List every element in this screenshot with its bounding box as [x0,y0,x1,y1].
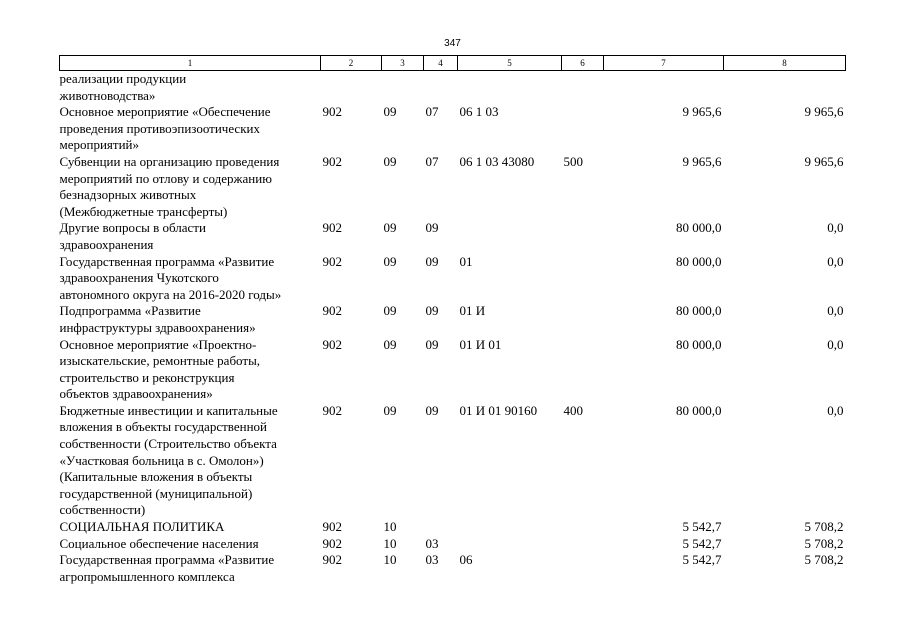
code-expense-type [562,220,604,253]
amount-col-7: 80 000,0 [676,402,722,418]
code-expense-type [562,337,604,403]
code-section: 09 [383,253,397,269]
description-line: Основное мероприятие «Проектно- [59,336,257,352]
table-row [60,154,846,220]
table-row [60,254,846,304]
amount-col-7: 80 000,0 [676,303,722,319]
code-expense-type [562,519,604,536]
description-line: собственности) [59,502,146,518]
description-line: безнадзорных животных [59,187,197,203]
code-section: 09 [383,336,397,352]
amount-col-7: 80 000,0 [676,220,722,236]
code-gr: 902 [322,303,342,319]
description-line: агропромышленного комплекса [59,568,235,584]
description-line: СОЦИАЛЬНАЯ ПОЛИТИКА [59,519,225,535]
amount-col-7: 80 000,0 [676,253,722,269]
description-line: мероприятий по отлову и содержанию [59,170,272,186]
code-target: 06 1 03 [459,104,499,120]
description-line: строительство и реконструкция [59,369,235,385]
description-line: здравоохранения Чукотского [59,270,219,286]
code-target [458,220,562,253]
description-line: Субвенции на организацию проведения [59,153,280,169]
amount-col-8 [724,71,846,105]
description-line: здравоохранения [59,236,154,252]
code-target [458,519,562,536]
code-target: 06 1 03 43080 [459,153,535,169]
row-description [60,536,321,553]
table-row [60,337,846,403]
code-gr: 902 [322,336,342,352]
amount-col-7: 5 542,7 [682,535,722,551]
code-section: 10 [383,535,397,551]
code-gr: 902 [322,552,342,568]
description-line: Бюджетные инвестиции и капитальные [59,402,278,418]
code-section: 10 [383,552,397,568]
description-line: реализации продукции [59,71,187,86]
amount-col-8: 5 708,2 [804,552,844,568]
amount-col-8: 0,0 [827,402,844,418]
code-gr: 902 [322,402,342,418]
row-description [60,403,321,519]
amount-col-8: 9 965,6 [804,104,844,120]
column-header-4: 4 [424,56,458,71]
table-row [60,519,846,536]
code-target [458,536,562,553]
description-line: (Капитальные вложения в объекты [59,469,253,485]
code-subsection: 09 [425,220,439,236]
row-description [60,552,321,585]
code-subsection [424,519,458,536]
row-description [60,104,321,154]
code-subsection: 09 [425,402,439,418]
code-section: 09 [383,220,397,236]
budget-table [59,55,846,585]
code-expense-type [562,303,604,336]
code-expense-type: 400 [563,402,583,418]
column-header-5: 5 [458,56,562,71]
code-subsection [424,71,458,105]
row-description [60,337,321,403]
code-expense-type: 500 [563,153,583,169]
amount-col-8: 9 965,6 [804,153,844,169]
amount-col-8: 0,0 [827,220,844,236]
row-description [60,71,321,105]
table-row [60,71,846,105]
description-line: государственной (муниципальной) [59,485,253,501]
description-line: собственности (Строительство объекта [59,436,277,452]
row-description [60,303,321,336]
code-subsection: 09 [425,303,439,319]
code-gr: 902 [322,104,342,120]
description-line: Государственная программа «Развитие [59,552,275,568]
row-description [60,220,321,253]
amount-col-8: 0,0 [827,336,844,352]
code-subsection: 03 [425,552,439,568]
code-subsection: 07 [425,153,439,169]
row-description [60,519,321,536]
amount-col-7: 5 542,7 [682,519,722,535]
row-description [60,154,321,220]
code-gr: 902 [322,519,342,535]
code-gr: 902 [322,535,342,551]
column-header-8: 8 [724,56,846,71]
description-line: проведения противоэпизоотических [59,120,260,136]
code-section: 09 [383,402,397,418]
code-target: 06 [459,552,473,568]
code-target: 01 [459,253,473,269]
description-line: автономного округа на 2016-2020 годы» [59,286,282,302]
code-section: 09 [383,153,397,169]
code-expense-type [562,552,604,585]
code-target: 01 И 01 90160 [459,402,538,418]
table-row [60,220,846,253]
code-subsection: 09 [425,336,439,352]
code-section [382,71,424,105]
code-subsection: 09 [425,253,439,269]
amount-col-8: 5 708,2 [804,535,844,551]
description-line: Подпрограмма «Развитие [59,303,201,319]
page-number: 347 [444,38,461,49]
row-description [60,254,321,304]
amount-col-7: 9 965,6 [682,153,722,169]
code-target: 01 И [459,303,486,319]
code-expense-type [562,104,604,154]
description-line: Государственная программа «Развитие [59,253,275,269]
table-row [60,303,846,336]
table-body [60,71,846,586]
code-section: 10 [383,519,397,535]
column-header-1: 1 [60,56,321,71]
code-section: 09 [383,104,397,120]
column-header-3: 3 [382,56,424,71]
description-line: животноводства» [59,87,156,103]
code-gr: 902 [322,253,342,269]
description-line: инфраструктуры здравоохранения» [59,319,256,335]
code-expense-type [562,536,604,553]
amount-col-7: 80 000,0 [676,336,722,352]
column-header-6: 6 [562,56,604,71]
description-line: изыскательские, ремонтные работы, [59,353,261,369]
code-target: 01 И 01 [459,336,502,352]
code-section: 09 [383,303,397,319]
description-line: мероприятий» [59,137,139,153]
description-line: вложения в объекты государственной [59,419,267,435]
code-target [458,71,562,105]
table-row [60,536,846,553]
description-line: Социальное обеспечение населения [59,535,259,551]
amount-col-8: 5 708,2 [804,519,844,535]
amount-col-7 [604,71,724,105]
code-subsection: 03 [425,535,439,551]
column-header-2: 2 [321,56,382,71]
table-row [60,403,846,519]
table-row [60,552,846,585]
description-line: (Межбюджетные трансферты) [59,203,228,219]
code-expense-type [562,254,604,304]
description-line: объектов здравоохранения» [59,386,213,402]
amount-col-8: 0,0 [827,253,844,269]
code-gr: 902 [322,153,342,169]
description-line: Другие вопросы в области [59,220,206,236]
code-gr: 902 [322,220,342,236]
description-line: Основное мероприятие «Обеспечение [59,104,271,120]
code-subsection: 07 [425,104,439,120]
amount-col-7: 9 965,6 [682,104,722,120]
description-line: «Участковая больница в с. Омолон») [59,452,264,468]
table-header-row [60,56,846,71]
amount-col-7: 5 542,7 [682,552,722,568]
amount-col-8: 0,0 [827,303,844,319]
code-gr [321,71,382,105]
table-row [60,104,846,154]
code-expense-type [562,71,604,105]
column-header-7: 7 [604,56,724,71]
